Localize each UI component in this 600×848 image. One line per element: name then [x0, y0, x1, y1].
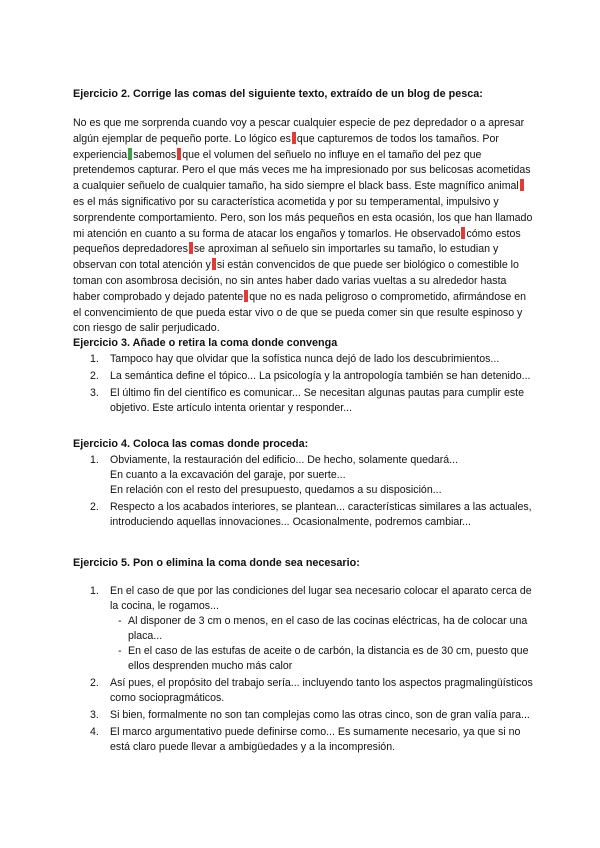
list-item — [73, 352, 533, 367]
item-text-line: En relación con el resto del presupuesto, quedamos a su disposición... — [110, 484, 442, 496]
text-segment: se aproximan al señuelo sin importarles su tamaño, lo estudian y observan con total atención y — [73, 243, 499, 272]
item-number: 1. — [90, 353, 99, 365]
item-text: El marco argumentativo puede definirse como... Es sumamente necesario, ya que si no está claro puede llevar a ambigüedades y a la incompresión. — [110, 726, 521, 753]
dash-bullet: - — [118, 615, 122, 627]
item-text: Tampoco hay que olvidar que la sofística nunca dejó de lado los descubrimientos... — [110, 353, 500, 365]
item-number: 3. — [90, 387, 99, 399]
sub-list — [110, 614, 533, 674]
item-number: 3. — [90, 709, 99, 721]
exercise-2-title: Ejercicio 2. Corrige las comas del siguiente texto, extraído de un blog de pesca: — [73, 88, 483, 100]
exercise-5-title: Ejercicio 5. Pon o elimina la coma donde sea necesario: — [73, 557, 360, 569]
sub-item-text: En el caso de las estufas de aceite o de carbón, la distancia es de 30 cm, puesto que ellos desprenden mucho más calor — [128, 645, 529, 672]
item-number: 4. — [90, 726, 99, 738]
red-highlight-mark — [461, 227, 465, 239]
item-text-line: Obviamente, la restauración del edificio... De hecho, solamente quedará... — [110, 454, 459, 466]
list-item — [73, 386, 533, 416]
text-segment: No es que me sorprenda cuando voy a pescar cualquier especie de pez depredador o a apresar algún ejemplar de pequeño porte. Lo lógico es — [73, 117, 525, 145]
exercise-4-title: Ejercicio 4. Coloca las comas donde proceda: — [73, 438, 309, 450]
exercise-3-title: Ejercicio 3. Añade o retira la coma donde convenga — [73, 337, 338, 349]
red-highlight-mark — [177, 148, 181, 160]
sub-item-text: Al disponer de 3 cm o menos, en el caso de las cocinas eléctricas, ha de colocar una placa... — [128, 615, 528, 642]
text-segment: que el volumen del señuelo no influye en el tamaño del pez que pretendemos capturar. Pero el que más veces me ha impresionado por sus belicosas acometidas a cualquier señuelo de cualquier tamaño, ha sido siempre el black bass. Este magnífico animal — [73, 148, 531, 193]
list-item — [73, 453, 533, 498]
red-highlight-mark — [520, 179, 524, 191]
exercise-2-paragraph — [73, 116, 533, 337]
red-highlight-mark — [212, 258, 216, 270]
item-text: Así pues, el propósito del trabajo sería... incluyendo tanto los aspectos pragmalingüísticos como sociopragmáticos. — [110, 677, 533, 704]
text-segment: que capturemos de todos los tamaños. Por experiencia — [73, 132, 499, 161]
exercise-5-list — [73, 584, 533, 757]
dash-bullet: - — [118, 645, 122, 657]
item-number: 1. — [90, 454, 99, 466]
list-item — [73, 369, 533, 384]
sub-list-item — [110, 614, 533, 644]
list-item — [73, 500, 533, 530]
item-text: Si bien, formalmente no son tan complejas como las otras cinco, son de gran valía para... — [110, 709, 530, 721]
item-number: 2. — [90, 370, 99, 382]
text-segment: es el más significativo por su característica acometida y por su temperamental, impulsivo y sorprendente comportamiento. Pero, son los más pequeños en esta ocasión, los que han llamado mi atención en cuanto a su forma de atacar los engaños y tomarlos. He observado — [73, 195, 533, 240]
item-number: 2. — [90, 677, 99, 689]
text-segment: que no es nada peligroso o comprometido, afirmándose en el convencimiento de que pueda estar vivo o de que se pueda comer sin que resulte espinoso y con riesgo de salir perjudicado. — [73, 290, 527, 335]
item-text: El último fin del científico es comunicar... Se necesitan algunas pautas para cumplir este objetivo. Este artículo intenta orientar y responder... — [110, 387, 524, 414]
text-segment: si están convencidos de que puede ser biológico o comestible lo toman con asombrosa decisión, no sin antes haber dado varias vueltas a su alrededor hasta haber comprobado y dejado patente — [73, 259, 519, 303]
item-text: En el caso de que por las condiciones del lugar sea necesario colocar el aparato cerca de la cocina, le rogamos... — [110, 585, 532, 612]
list-item — [73, 708, 533, 723]
item-number: 2. — [90, 501, 99, 513]
item-text-line: En cuanto a la excavación del garaje, por suerte... — [110, 469, 346, 481]
exercise-3-list — [73, 352, 533, 418]
text-segment: cómo estos pequeños depredadores — [73, 227, 521, 256]
red-highlight-mark — [292, 132, 296, 144]
sub-list-item — [110, 644, 533, 674]
item-text: Respecto a los acabados interiores, se plantean... características similares a las actuales, introduciendo aquellas innovaciones... Ocasionalmente, podremos cambiar... — [110, 501, 532, 528]
red-highlight-mark — [244, 290, 248, 302]
item-number: 1. — [90, 585, 99, 597]
item-text: La semántica define el tópico... La psicología y la antropología también se han detenido... — [110, 370, 531, 382]
list-item — [73, 584, 533, 674]
exercise-4-list — [73, 453, 533, 532]
red-highlight-mark — [189, 242, 193, 254]
green-highlight-mark — [128, 148, 132, 160]
list-item — [73, 725, 533, 755]
list-item — [73, 676, 533, 706]
text-segment: sabemos — [133, 148, 177, 161]
